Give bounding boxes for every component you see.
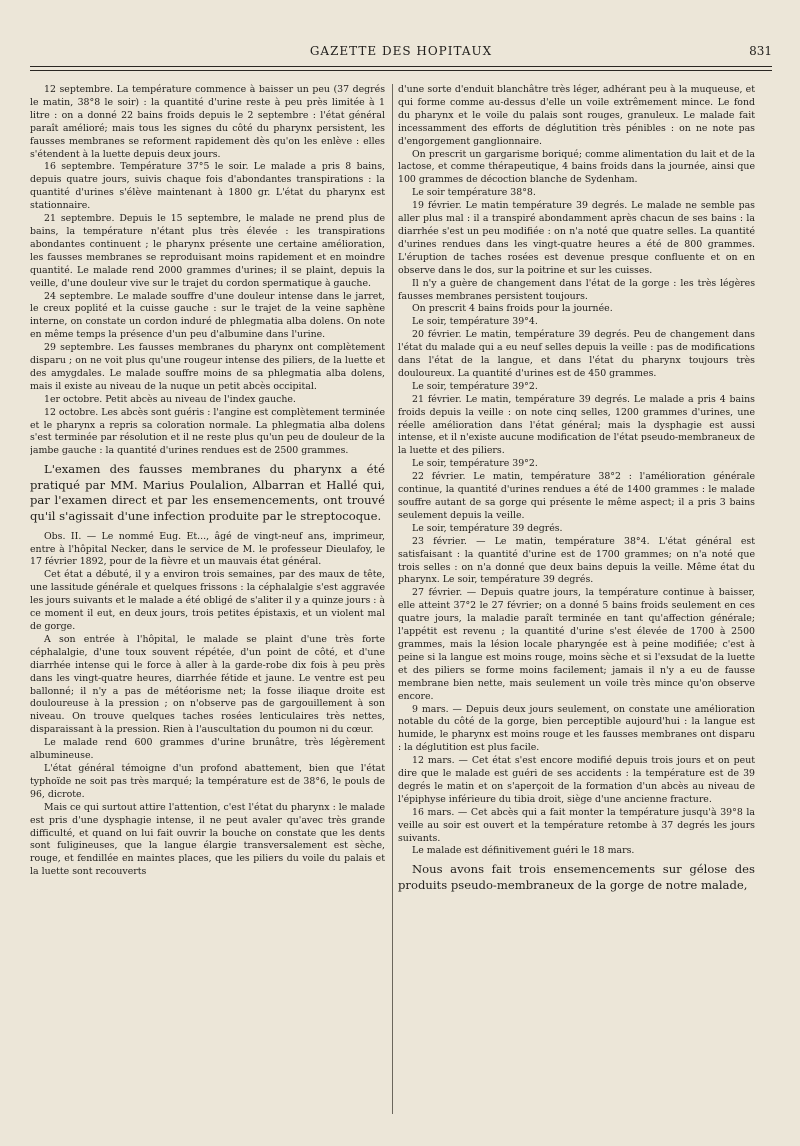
paragraph: 23 février. — Le matin, température 38°4. L'état général est satisfaisant : la quantité d'urine est de 1700 grammes; on n'a noté que trois selles : on n'a donné que deux bains depuis la veille. Même état du pharynx. Le soir, température 39 degrés. xyxy=(398,535,755,586)
lead-paragraph: Nous avons fait trois ensemencements sur gélose des produits pseudo-membraneux de la gorge de notre malade, xyxy=(398,862,755,892)
page-header xyxy=(30,38,772,78)
paragraph: On prescrit 4 bains froids pour la journée. xyxy=(412,303,613,315)
paragraph: 9 mars. — Depuis deux jours seulement, on constate une amélioration notable du côté de la gorge, bien perceptible aujourd'hui : la langue est humide, le pharynx est moins rouge et les fausses membranes ont disparu : la déglutition est plus facile. xyxy=(398,703,755,754)
paragraph: 12 mars. — Cet état s'est encore modifié depuis trois jours et on peut dire que le malade est guéri de ses accidents : la température est de 39 degrés le matin et on s'aperçoit de la formation d'un abcès au niveau de l'épiphyse inférieure du tibia droit, siège d'une ancienne fracture. xyxy=(398,755,755,805)
paragraph: 20 février. Le matin, température 39 degrés. Peu de changement dans l'état du malade qui a eu neuf selles depuis la veille : pas de modifications dans l'état de la langue, et dans l'état du pharynx toujours très douloureux. La quantité d'urines est de 450 grammes. xyxy=(398,329,755,379)
header-rule-thin xyxy=(30,70,772,71)
paragraph: 29 septembre. Les fausses membranes du pharynx ont complètement disparu ; on ne voit plus qu'une rougeur intense des piliers, de la luette et des amygdales. Le malade souffre moins de sa phlegmatia alba dolens, mais il existe au niveau de la nuque un petit abcès occipital. xyxy=(30,342,385,392)
paragraph: 16 mars. — Cet abcès qui a fait monter la température jusqu'à 39°8 la veille au soir est ouvert et la température retombe à 37 degrés les jours suivants. xyxy=(398,806,755,844)
paragraph: Le soir température 38°8. xyxy=(412,187,536,199)
paragraph: 1er octobre. Petit abcès au niveau de l'index gauche. xyxy=(44,393,296,405)
lead-paragraph: L'examen des fausses membranes du pharynx a été pratiqué par MM. Marius Poulalion, Albarran et Hallé qui, par l'examen direct et par les ensemencements, ont trouvé qu'il s'agissait d'une infection produite par le streptocoque. xyxy=(30,462,385,524)
right-column xyxy=(398,84,755,1124)
paragraph: Le soir, température 39 degrés. xyxy=(412,522,563,534)
paragraph: 27 février. — Depuis quatre jours, la température continue à baisser, elle atteint 37°2 le 27 février; on a donné 5 bains froids seulement en ces quatre jours, la maladie paraît terminée en tant qu'affection générale; l'appétit est revenu ; la quantité d'urine s'est élevée de 1700 à 2500 grammes, mais la lésion locale pharyngée est à peine modifiée; c'est à peine si la langue est moins rouge, moins sèche et si l'exsudat de la luette et des piliers se forme moins facilement; jamais il n'y a eu de fausse membrane bien nette, mais seulement un voile très mince qu'on observe encore. xyxy=(398,587,755,702)
header-rule-thick xyxy=(30,66,772,67)
paragraph: Le soir, température 39°4. xyxy=(412,316,538,328)
paragraph: 21 septembre. Depuis le 15 septembre, le malade ne prend plus de bains, la température n'étant plus très élevée : les transpirations abondantes continuent ; le pharynx présente une certaine amélioration, les fausses membranes se reproduisant moins rapidement et en moindre quantité. Le malade rend 2000 grammes d'urines; il se plaint, depuis la veille, d'une douleur vive sur le trajet du cordon spermatique à gauche. xyxy=(30,213,385,289)
paragraph: Mais ce qui surtout attire l'attention, c'est l'état du pharynx : le malade est pris d'une dysphagie intense, il ne peut avaler qu'avec très grande difficulté, et quand on lui fait ouvrir la bouche on constate que les dents sont fuligineuses, que la langue élargie transversalement est sèche, rouge, et fendillée en maintes places, que les piliers du voile du palais et la luette sont recouverts xyxy=(30,801,385,878)
paragraph: 21 février. Le matin, température 39 degrés. Le malade a pris 4 bains froids depuis la veille : on note cinq selles, 1200 grammes d'urines, une réelle amélioration dans l'état général; mais la dysphagie est aussi intense, et il n'existe aucune modification de l'état pseudo-membraneux de la luette et des piliers. xyxy=(398,393,755,457)
paragraph: 19 février. Le matin température 39 degrés. Le malade ne semble pas aller plus mal : il a transpiré abondamment après chacun de ses bains : la diarrhée s'est un peu modifiée : on n'a noté que quatre selles. La quantité d'urines rendues dans les vingt-quatre heures a été de 800 grammes. L'éruption de taches rosées est devenue presque confluente et on en observe dans le dos, sur la poitrine et sur les cuisses. xyxy=(398,200,755,276)
left-column xyxy=(30,84,385,1124)
paragraph: 22 février. Le matin, température 38°2 : l'amélioration générale continue, la quantité d'urines rendues a été de 1400 grammes : le malade souffre autant de sa gorge qui présente le même aspect; il a pris 3 bains seulement depuis la veille. xyxy=(398,471,755,521)
paragraph: 12 septembre. La température commence à baisser un peu (37 degrés le matin, 38°8 le soir) : la quantité d'urine reste à peu près limitée à 1 litre : on a donné 22 bains froids depuis le 2 septembre : l'état général paraît amélioré; mais tous les signes du côté du pharynx persistent, les fausses membranes se reforment rapidement dès qu'on les enlève : elles s'étendent à la luette depuis deux jours. xyxy=(30,84,385,160)
paragraph: 16 septembre. Température 37°5 le soir. Le malade a pris 8 bains, depuis quatre jours, suivis chaque fois d'abondantes transpirations : la quantité d'urines s'élève maintenant à 1800 gr. L'état du pharynx est stationnaire. xyxy=(30,161,385,212)
paragraph: Le soir, température 39°2. xyxy=(412,380,538,392)
paragraph: Le malade est définitivement guéri le 18 mars. xyxy=(412,845,635,857)
paragraph: L'état général témoigne d'un profond abattement, bien que l'état typhoïde ne soit pas très marqué; la température est de 38°6, le pouls de 96, dicrote. xyxy=(30,762,385,800)
column-divider xyxy=(392,84,393,1114)
paragraph: Il n'y a guère de changement dans l'état de la gorge : les très légères fausses membranes persistent toujours. xyxy=(398,277,755,302)
journal-title: GAZETTE DES HOPITAUX xyxy=(309,44,493,58)
page-number: 831 xyxy=(749,44,772,58)
paragraph: d'une sorte d'enduit blanchâtre très léger, adhérant peu à la muqueuse, et qui forme comme au-dessus d'elle un voile extrêmement mince. Le fond du pharynx et le voile du palais sont rouges, granuleux. Le malade fait incessamment des efforts de déglutition très pénibles : on ne note pas d'engorgement ganglionnaire. xyxy=(398,84,755,147)
paragraph: Le soir, température 39°2. xyxy=(412,458,538,470)
paragraph: 24 septembre. Le malade souffre d'une douleur intense dans le jarret, le creux poplité et la cuisse gauche : sur le trajet de la veine saphène interne, on constate un cordon induré de phlegmatia alba dolens. On note en même temps la présence d'un peu d'albumine dans l'urine. xyxy=(30,290,385,341)
paragraph: Cet état a débuté, il y a environ trois semaines, par des maux de tête, une lassitude générale et quelques frissons : la céphalalgie s'est aggravée les jours suivants et le malade a été obligé de s'aliter il y a quinze jours : à ce moment il eut, en deux jours, trois petites épistaxis, et un violent mal de gorge. xyxy=(30,569,385,632)
paragraph: 12 octobre. Les abcès sont guéris : l'angine est complètement terminée et le pharynx a repris sa coloration normale. La phlegmatia alba dolens s'est terminée par résolution et il ne reste plus qu'un peu de douleur de la jambe gauche : la quantité d'urines rendues est de 2500 grammes. xyxy=(30,406,385,457)
paragraph: Le malade rend 600 grammes d'urine brunâtre, très légèrement albumineuse. xyxy=(30,737,385,762)
paragraph: On prescrit un gargarisme boriqué; comme alimentation du lait et de la lactose, et comme thérapeutique, 4 bains froids dans la journée, ainsi que 100 grammes de décoction blanche de Sydenham. xyxy=(398,148,755,186)
paragraph: A son entrée à l'hôpital, le malade se plaint d'une très forte céphalalgie, d'une toux souvent répétée, d'un point de côté, et d'une diarrhée intense qui le force à aller à la garde-robe dix fois à peu près dans les vingt-quatre heures, diarrhée fétide et jaune. Le ventre est peu ballonné; il n'y a pas de météorisme net; la fosse iliaque droite est douloureuse à la pression ; on n'observe pas de gargouillement à son niveau. On trouve quelques taches rosées lenticulaires très nettes, disparaissant à la pression. Rien à l'auscultation du poumon ni du cœur. xyxy=(30,633,385,736)
paragraph: Obs. II. — Le nommé Eug. Et..., âgé de vingt-neuf ans, imprimeur, entre à l'hôpital Necker, dans le service de M. le professeur Dieulafoy, le 17 février 1892, pour de la fièvre et un mauvais état général. xyxy=(30,530,385,568)
